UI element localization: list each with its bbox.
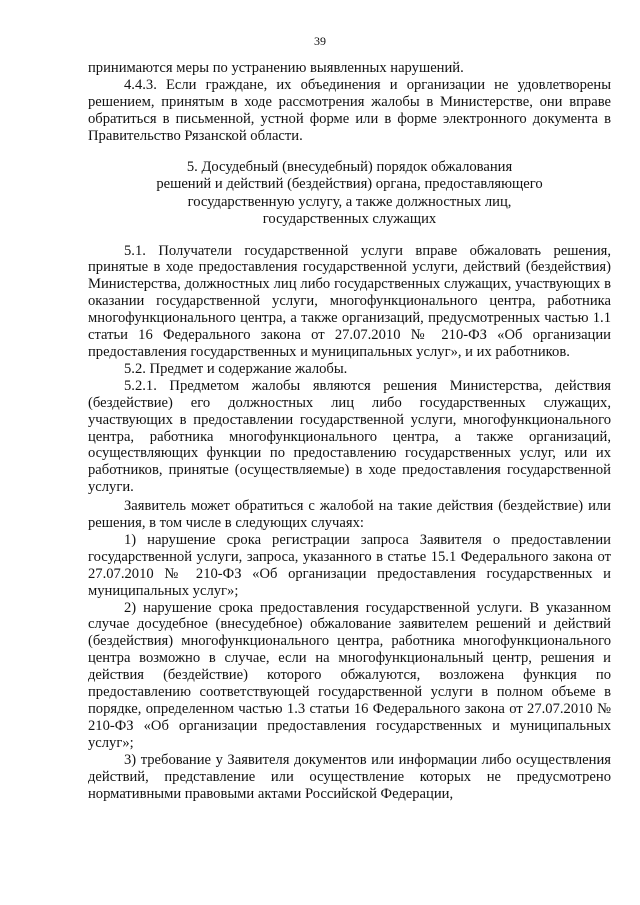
list-item-case-1: 1) нарушение срока регистрации запроса Заявителя о предоставлении государственной услуги, запроса, указанного в статье 15.1 Федерального закона от 27.07.2010 № 210-ФЗ «Об организации предоставления государственных и муниципальных услуг»; (88, 531, 611, 599)
section-heading-line: государственных служащих (262, 211, 437, 228)
paragraph-applicant: Заявитель может обратиться с жалобой на такие действия (бездействие) или решения, в том числе в следующих случаях: (88, 498, 611, 532)
document-body (88, 60, 611, 802)
section-heading-line: решений и действий (бездействия) органа, предоставляющего (156, 176, 543, 193)
paragraph-5-2: 5.2. Предмет и содержание жалобы. (124, 360, 348, 377)
section-heading (88, 159, 611, 229)
page-number: 39 (314, 34, 326, 48)
list-item-case-2: 2) нарушение срока предоставления государственной услуги. В указанном случае досудебное (внесудебное) обжалование заявителем решений и действий (бездействия) многофункционального центра, работника многофункционального центра возможно в случае, если на многофункциональный центр, решения и действия (бездействие) которого обжалуются, возложена функция по предоставлению соответствующей государственной услуги в полном объеме в порядке, определенном частью 1.3 статьи 16 Федерального закона от 27.07.2010 № 210-ФЗ «Об организации предоставления государственных и муниципальных услуг»; (88, 599, 611, 751)
list-item-case-3: 3) требование у Заявителя документов или информации либо осуществления действий, представление или осуществление которых не предусмотрено нормативными правовыми актами Российской Федерации, (88, 751, 611, 802)
paragraph-5-2-1: 5.2.1. Предметом жалобы являются решения Министерства, действия (бездействие) его должностных лиц либо государственных служащих, участвующих в предоставлении государственной услуги, многофункционального центра, работника многофункционального центра, а также организаций, осуществляющих функции по предоставлению государственных услуг, или их работников, принятые (осуществляемые) в ходе предоставления государственной услуги. (88, 377, 611, 496)
section-heading-line: 5. Досудебный (внесудебный) порядок обжалования (186, 158, 513, 175)
paragraph-5-1: 5.1. Получатели государственной услуги вправе обжаловать решения, принятые в ходе предоставления государственной услуги, действий (бездействия) Министерства, должностных лиц либо государственных служащих, участвующих в оказании государственной услуги, многофункционального центра, работника многофункционального центра, а также организаций, предусмотренных частью 1.1 статьи 16 Федерального закона от 27.07.2010 № 210-ФЗ «Об организации предоставления государственных и муниципальных услуг», и их работников. (88, 242, 611, 360)
section-heading-line: государственную услугу, а также должностных лиц, (187, 193, 512, 210)
paragraph-continuation: принимаются меры по устранению выявленных нарушений. (88, 60, 464, 76)
paragraph-4-4-3: 4.4.3. Если граждане, их объединения и организации не удовлетворены решением, принятым в ходе рассмотрения жалобы в Министерстве, они вправе обратиться в письменной, устной форме или в форме электронного документа в Правительство Рязанской области. (88, 76, 611, 144)
